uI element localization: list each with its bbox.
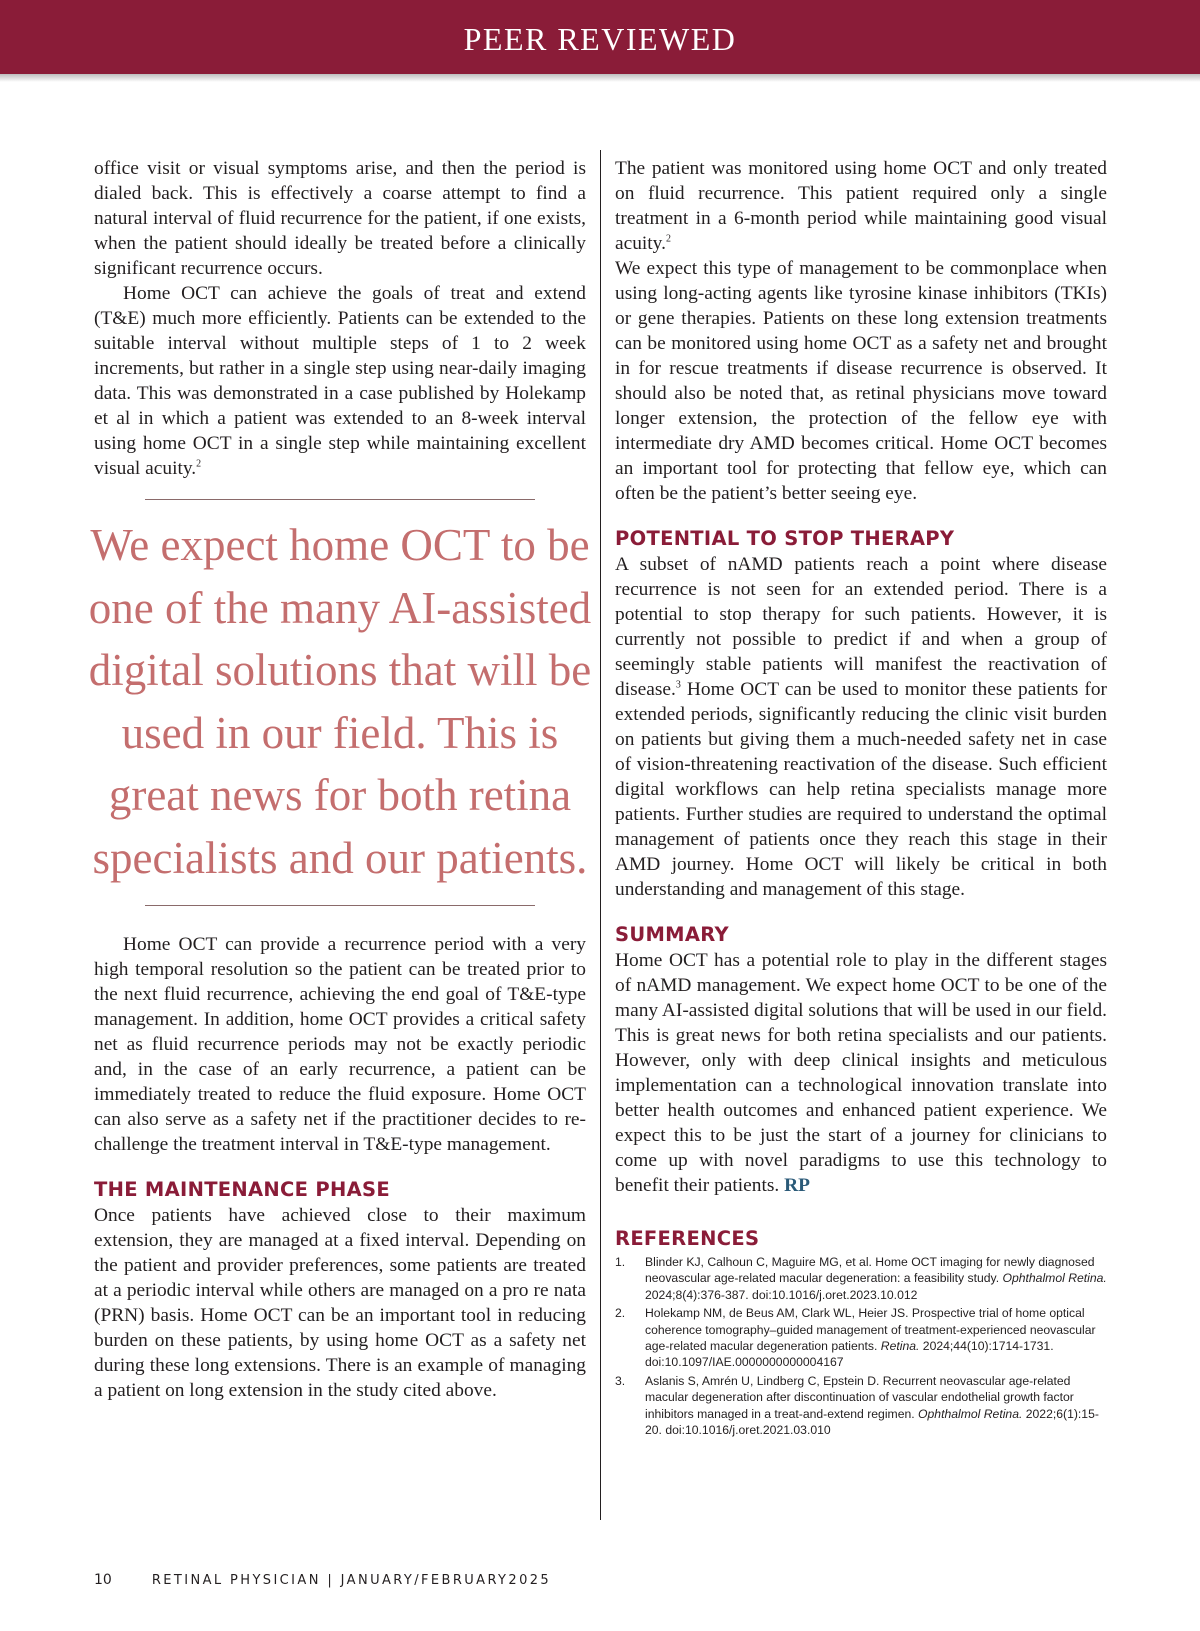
peer-reviewed-banner — [0, 0, 1200, 74]
citation-3: 3 — [675, 679, 681, 691]
heading-references: REFERENCES — [615, 1227, 760, 1250]
reference-journal: Ophthalmol Retina. — [1002, 1271, 1107, 1286]
right-column — [615, 156, 1107, 1440]
reference-details: 2024;44(10):1714-1731. doi:10.1097/IAE.0000000000004167 — [645, 1339, 1054, 1370]
rp-end-mark: RP — [784, 1175, 810, 1196]
column-divider — [600, 150, 601, 1520]
left-paragraph-4: Once patients have achieved close to their maximum extension, they are managed at a fixed interval. Depending on the patient and provider preferences, some patients are treated at a periodic interval while others are managed on a pro re nata (PRN) basis. Home OCT can be an important tool in reducing burden on these patients, by using home OCT as a safety net during these long extensions. There is an example of managing a patient on long extension in the study cited above. — [94, 1205, 586, 1401]
reference-text — [645, 1254, 1107, 1303]
left-paragraph-1: office visit or visual symptoms arise, and then the period is dialed back. This is effectively a coarse attempt to find a natural interval of fluid recurrence for the patient, if one exists, when the patient should ideally be treated before a clinically significant recurrence occurs. — [94, 158, 586, 279]
heading-maintenance-phase: THE MAINTENANCE PHASE — [94, 1178, 390, 1201]
pullquote-block — [88, 499, 592, 906]
citation-2: 2 — [665, 233, 671, 245]
left-paragraph-2-text: Home OCT can achieve the goals of treat and extend (T&E) much more efficiently. Patients can be extended to the suitable interval without multiple steps of 1 to 2 week increments, but rather in a single step using near-daily imaging data. This was demonstrated in a case published by Holekamp et al in which a patient was extended to an 8-week interval using home OCT in a single step while maintaining excellent visual acuity. — [94, 283, 586, 479]
references-list — [615, 1254, 1107, 1438]
reference-number: 2. — [615, 1306, 626, 1321]
reference-number: 3. — [615, 1373, 626, 1388]
reference-details: 2024;8(4):376-387. doi:10.1016/j.oret.2023.10.012 — [645, 1287, 918, 1302]
reference-details: 2022;6(1):15-20. doi:10.1016/j.oret.2021.03.010 — [645, 1406, 1099, 1438]
banner-title: PEER REVIEWED — [463, 20, 737, 57]
publication-name: RETINAL PHYSICIAN | JANUARY/FEBRUARY2025 — [151, 1572, 552, 1588]
page-footer — [94, 1572, 551, 1588]
right-paragraph-4-text: Home OCT has a potential role to play in the different stages of nAMD management. We expect home OCT to be one of the many AI-assisted digital solutions that will be used in our field. This is great news for both retina specialists and our patients. However, only with deep clinical insights and meticulous implementation can a technological innovation translate into better health outcomes and enhanced patient experience. We expect this to be just the start of a journey for clinicians to come up with novel paradigms to use this technology to benefit their patients. — [615, 950, 1107, 1196]
reference-text — [645, 1305, 1107, 1371]
pullquote-bottom-rule — [145, 905, 535, 906]
right-paragraph-3a: A subset of nAMD patients reach a point where disease recurrence is not seen for an extended period. There is a potential to stop therapy for such patients. However, it is currently not possible to predict if and when a group of seemingly stable patients will manifest the reactivation of disease. — [615, 554, 1107, 700]
left-paragraph-2 — [94, 281, 586, 481]
right-paragraph-4 — [615, 948, 1107, 1198]
reference-number: 1. — [615, 1255, 626, 1269]
reference-item — [615, 1305, 1107, 1371]
reference-citation: Blinder KJ, Calhoun C, Maguire MG, et al. Home OCT imaging for newly diagnosed neovascular age-related macular degeneration: a feasibility study. — [645, 1255, 1095, 1286]
reference-citation: Aslanis S, Amrén U, Lindberg C, Epstein D. Recurrent neovascular age-related macular degeneration after discontinuation of vascular endothelial growth factor inhibitors managed in a treat-and-extend regimen. — [645, 1373, 1074, 1421]
banner-shadow — [0, 74, 1200, 82]
right-paragraph-2: We expect this type of management to be commonplace when using long-acting agents like tyrosine kinase inhibitors (TKIs) or gene therapies. Patients on these long extension treatments can be monitored using home OCT as a safety net and brought in for rescue treatments if disease recurrence is observed. It should also be noted that, as retinal physicians move toward longer extension, the protection of the fellow eye with intermediate dry AMD becomes critical. Home OCT becomes an important tool for protecting that fellow eye, which can often be the patient’s better seeing eye. — [615, 258, 1107, 504]
heading-stop-therapy: POTENTIAL TO STOP THERAPY — [615, 527, 955, 550]
heading-summary: SUMMARY — [615, 923, 729, 946]
page-number: 10 — [94, 1572, 112, 1588]
reference-item — [615, 1254, 1107, 1303]
right-paragraph-1 — [615, 156, 1107, 256]
right-paragraph-3b: Home OCT can be used to monitor these patients for extended periods, significantly reducing the clinic visit burden on patients but giving them a much-needed safety net in case of vision-threatening reactivation of the disease. Such efficient digital workflows can help retina specialists manage more patients. Further studies are required to understand the optimal management of patients once they reach this stage in their AMD journey. Home OCT will likely be critical in both understanding and management of this stage. — [615, 679, 1107, 900]
reference-citation: Holekamp NM, de Beus AM, Clark WL, Heier JS. Prospective trial of home optical coherence tomography–guided management of treatment-experienced neovascular age-related macular degeneration patients. — [645, 1306, 1096, 1354]
reference-journal: Retina. — [880, 1339, 920, 1354]
left-column — [88, 156, 592, 1403]
citation-2: 2 — [196, 458, 202, 470]
reference-item — [615, 1373, 1107, 1439]
right-paragraph-1-text: The patient was monitored using home OCT and only treated on fluid recurrence. This patient required only a single treatment in a 6-month period while maintaining good visual acuity. — [615, 158, 1107, 254]
right-paragraph-3 — [615, 552, 1107, 902]
pullquote: We expect home OCT to be one of the many AI-assisted digital solutions that will be used in our field. This is great news for both retina specialists and our patients. — [88, 520, 592, 883]
left-paragraph-3: Home OCT can provide a recurrence period with a very high temporal resolution so the patient can be treated prior to the next fluid recurrence, achieving the end goal of T&E-type management. In addition, home OCT provides a critical safety net as fluid recurrence periods may not be exactly periodic and, in the case of an early recurrence, a patient can be immediately treated to reduce the fluid exposure. Home OCT can also serve as a safety net if the practitioner decides to re-challenge the treatment interval in T&E-type management. — [94, 934, 586, 1155]
reference-text — [645, 1373, 1107, 1439]
reference-journal: Ophthalmol Retina. — [918, 1406, 1023, 1421]
